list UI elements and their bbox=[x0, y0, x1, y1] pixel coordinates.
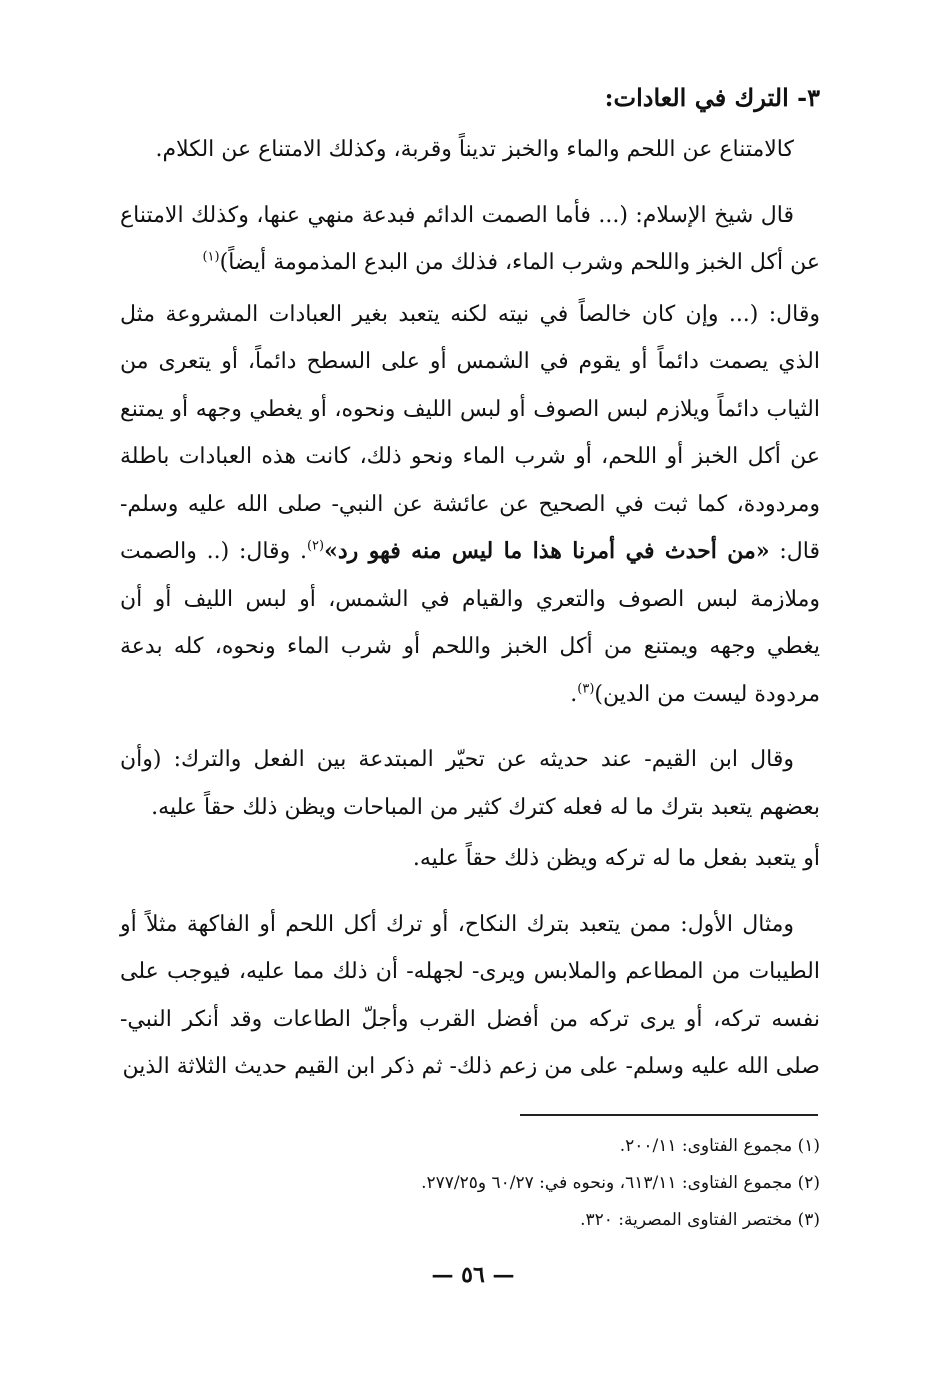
section-heading: ٣- الترك في العادات: bbox=[604, 83, 820, 112]
paragraph-5: ومثال الأول: ممن يتعبد بترك النكاح، أو ترك أكل اللحم أو الفاكهة مثلاً أو الطيبات من المطاعم والملابس ويرى- لجهله- أن ذلك مما عليه، فيوجب على نفسه تركه، أو يرى تركه من أفضل القرب وأجلّ الطاعات وقد أنكر النبي- صلى الله عليه وسلم- على من زعم ذلك- ثم ذكر ابن القيم حديث الثلاثة الذين bbox=[120, 911, 820, 1079]
paragraph-4: وقال ابن القيم- عند حديثه عن تحيّر المبتدعة بين الفعل والترك: (وأن بعضهم يتعبد بترك ما له فعله كترك كثير من المباحات ويظن ذلك حقاً عليه. bbox=[120, 747, 820, 820]
paragraph-3-end: . bbox=[570, 681, 578, 707]
footnote-1: (١) مجموع الفتاوى: ٢٠٠/١١. bbox=[619, 1136, 820, 1156]
footnote-ref-3: (٣) bbox=[577, 681, 595, 697]
footnote-ref-1: (١) bbox=[202, 249, 220, 265]
footnote-divider bbox=[520, 1114, 818, 1116]
page-number: — ٥٦ — bbox=[431, 1262, 515, 1288]
footnotes bbox=[120, 1128, 820, 1239]
paragraph-3-text-b: . وقال: (.. والصمت وملازمة لبس الصوف والتعري والقيام في الشمس، أو لبس الليف أو أن يغطي وجهه ويمتنع من أكل الخبز واللحم أو شرب الماء ونحوه، كله بدعة مردودة ليست من الدين) bbox=[120, 539, 820, 707]
paragraph-1: كالامتناع عن اللحم والماء والخبز تديناً وقربة، وكذلك الامتناع عن الكلام. bbox=[155, 137, 794, 162]
footnote-2: (٢) مجموع الفتاوى: ٦١٣/١١، ونحوه في: ٦٠/٢٧ و٢٧٧/٢٥. bbox=[421, 1173, 820, 1193]
paragraph-2 bbox=[120, 192, 820, 287]
main-text bbox=[120, 78, 820, 1109]
paragraph-3 bbox=[120, 291, 820, 719]
footnote-ref-2: (٢) bbox=[306, 538, 325, 554]
hadith-quote: «من أحدث في أمرنا هذا ما ليس منه فهو رد» bbox=[324, 538, 770, 564]
paragraph-4b: أو يتعبد بفعل ما له تركه ويظن ذلك حقاً عليه. bbox=[412, 846, 820, 871]
paragraph-2-text: قال شيخ الإسلام: (... فأما الصمت الدائم فبدعة منهي عنها، وكذلك الامتناع عن أكل الخبز واللحم وشرب الماء، فذلك من البدع المذمومة أيضاً) bbox=[120, 202, 820, 275]
paragraph-3-text-a: وقال: (... وإن كان خالصاً في نيته لكنه يتعبد بغير العبادات المشروعة مثل الذي يصمت دائماً أو يقوم في الشمس أو على السطح دائماً، أو يتعرى من الثياب دائماً ويلازم لبس الصوف أو لبس الليف ونحوه، أو يغطي وجهه أو يمتنع عن أكل الخبز أو اللحم، أو شرب الماء ونحو ذلك، كانت هذه العبادات باطلة ومردودة، كما ثبت في الصحيح عن عائشة عن النبي- صلى الله عليه وسلم- قال: bbox=[120, 301, 820, 564]
footnote-3: (٣) مختصر الفتاوى المصرية: ٣٢٠. bbox=[580, 1210, 820, 1230]
